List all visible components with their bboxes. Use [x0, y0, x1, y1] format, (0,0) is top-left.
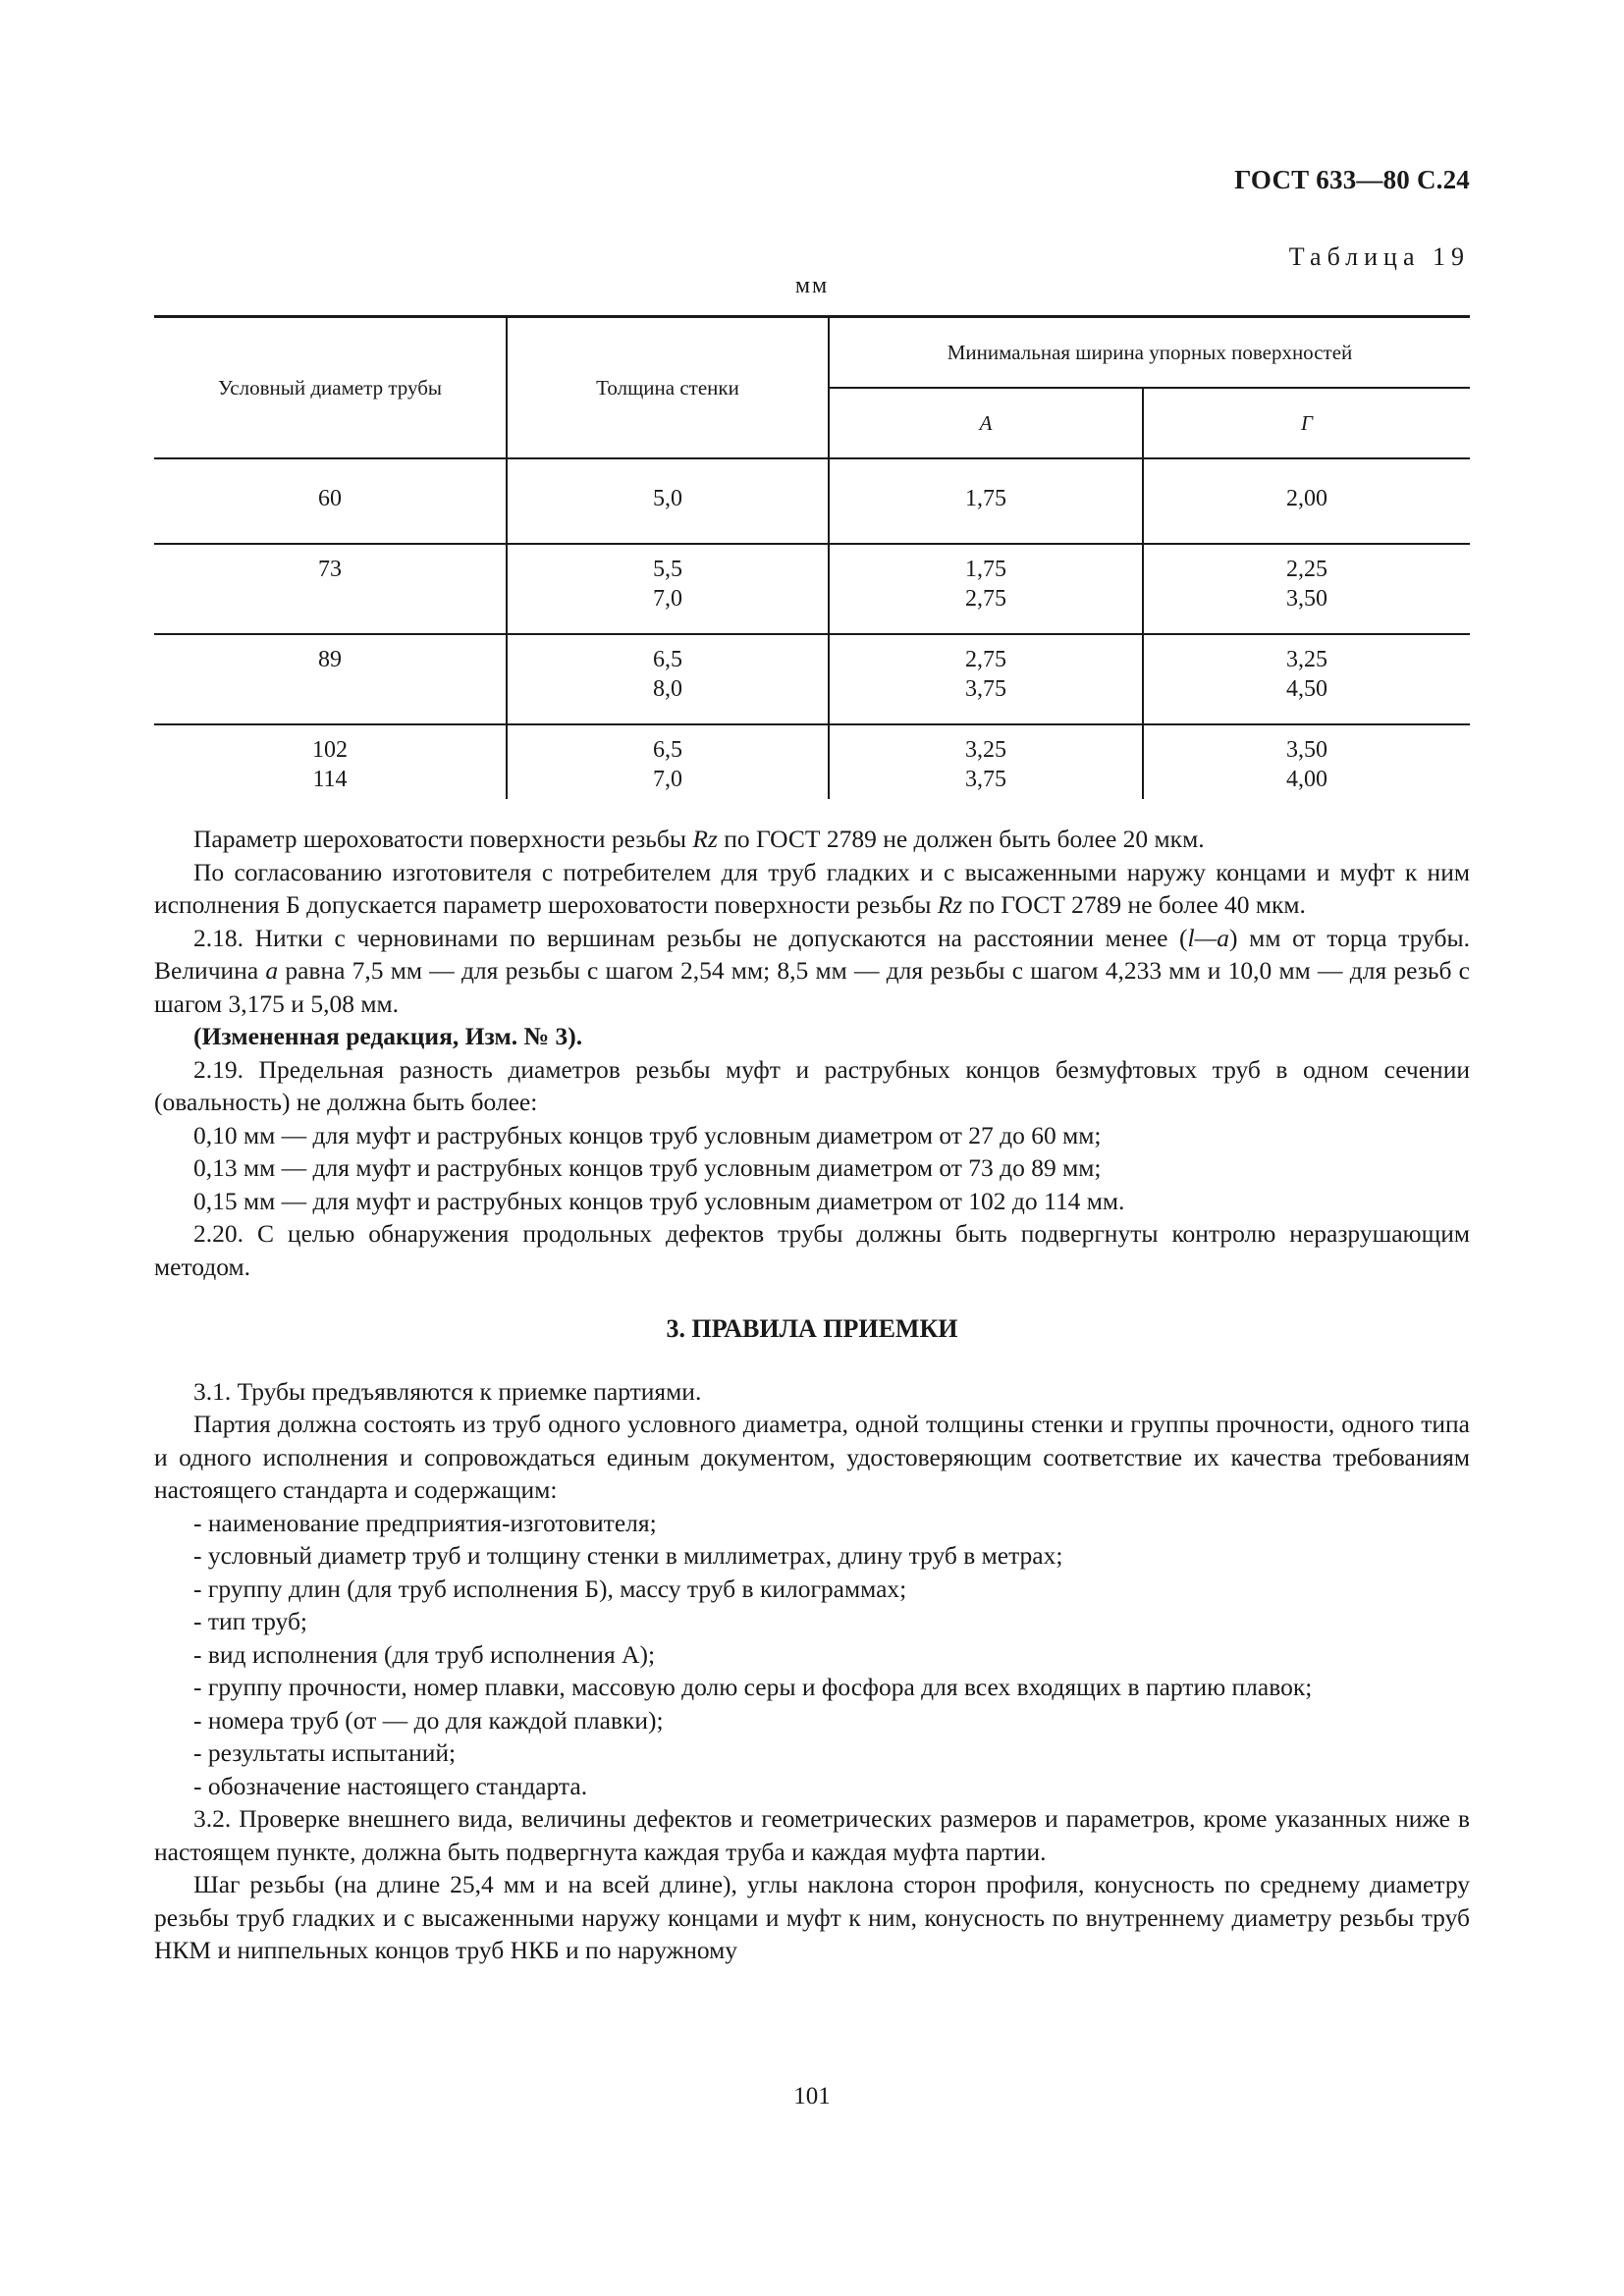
cell-value: 4,00 [1286, 767, 1327, 792]
paragraph-ovality-2: 0,13 мм — для муфт и раструбных концов труб условным диаметром от 73 до 89 мм; [193, 1153, 1102, 1182]
section-title: 3. ПРАВИЛА ПРИЕМКИ [666, 1314, 958, 1343]
col-header-g: Г [1143, 388, 1470, 458]
cell-a [829, 724, 1143, 799]
cell-a [829, 544, 1143, 634]
paragraph-2-19: 2.19. Предельная разность диаметров резьбы муфт и раструбных концов безмуфтовых труб в одном сечении (овальность) не должна быть более: [154, 1054, 1470, 1116]
col-header-a: А [829, 388, 1143, 458]
cell-value: 89 [318, 647, 342, 672]
list-item: - вид исполнения (для труб исполнения А); [193, 1639, 656, 1669]
cell-value: 8,0 [653, 676, 682, 702]
body-text [154, 823, 1470, 1967]
cell-value: 3,25 [1286, 647, 1327, 672]
text-span: 2.18. Нитки с черновинами по вершинам резьбы не допускаются на расстоянии менее ( [193, 923, 1188, 952]
cell-value: 1,75 [965, 486, 1006, 511]
l-a-symbol: l—a [1187, 923, 1230, 952]
col-header-wall: Толщина стенки [507, 317, 829, 459]
paragraph-ovality-3: 0,15 мм — для муфт и раструбных концов труб условным диаметром от 102 до 114 мм. [193, 1186, 1125, 1215]
cell-value: 5,5 [653, 557, 682, 582]
list-item: - группу прочности, номер плавки, массовую долю серы и фосфора для всех входящих в партию плавок; [193, 1673, 1313, 1701]
list-item: - номера труб (от — до для каждой плавки); [193, 1705, 664, 1735]
cell-value: 2,25 [1286, 557, 1327, 582]
cell-value: 1,75 [965, 557, 1006, 582]
cell-value: 60 [318, 486, 342, 511]
page-number: 101 [793, 2083, 831, 2109]
text-span: равна 7,5 мм — для резьбы с шагом 2,54 мм; 8,5 мм — для резьбы с шагом 4,233 мм и 10,0 мм — для резьб с шагом 3,175 и 5,08 мм. [154, 956, 1470, 1018]
document-reference: ГОСТ 633—80 С.24 [1234, 165, 1470, 194]
cell-wall [507, 724, 829, 799]
cell-value: 4,50 [1286, 676, 1327, 702]
cell-diameter [154, 458, 507, 544]
cell-value: 6,5 [653, 737, 682, 763]
table-row [154, 724, 1470, 799]
unit-text: мм [794, 273, 830, 298]
paragraph-roughness [154, 823, 1470, 856]
paragraph-2-20: 2.20. С целью обнаружения продольных дефектов трубы должны быть подвергнуты контролю неразрушающим методом. [154, 1219, 1470, 1281]
text-span: по ГОСТ 2789 не должен быть более 20 мкм. [717, 825, 1205, 853]
cell-value: 3,75 [965, 767, 1006, 792]
paragraph-batch: Партия должна состоять из труб одного условного диаметра, одной толщины стенки и группы прочности, одного типа и одного исполнения и сопровождаться единым документом, удостоверяющим соответствие их качества требованиям настоящего стандарта и содержащим: [154, 1410, 1470, 1504]
table-unit [0, 273, 1624, 299]
a-symbol: a [265, 956, 279, 985]
text-span: По согласованию изготовителя с потребителем для труб гладких и с высаженными наружу концами и муфт к ним исполнения Б допускается параметр шероховатости поверхности резьбы [154, 857, 1470, 919]
table-row [154, 544, 1470, 634]
text-span: по ГОСТ 2789 не более 40 мкм. [962, 890, 1306, 919]
list-item: - условный диаметр труб и толщину стенки в миллиметрах, длину труб в метрах; [193, 1541, 1063, 1570]
cell-value: 73 [318, 557, 342, 582]
cell-value: 3,75 [965, 676, 1006, 702]
col-header-diameter: Условный диаметр трубы [154, 317, 507, 459]
list-item: - группу длин (для труб исполнения Б), массу труб в килограммах; [193, 1574, 907, 1603]
col-header-min-width: Минимальная ширина упорных поверхностей [829, 317, 1470, 389]
list-item: - обозначение настоящего стандарта. [193, 1771, 588, 1800]
cell-g [1143, 458, 1470, 544]
cell-value: 2,75 [965, 586, 1006, 612]
paragraph-3-2: 3.2. Проверке внешнего вида, величины дефектов и геометрических размеров и параметров, кроме указанных ниже в настоящем пункте, должна быть подвергнута каждая труба и каждая муфта партии. [154, 1804, 1470, 1866]
list-item: - наименование предприятия-изготовителя; [193, 1508, 657, 1537]
cell-value: 114 [312, 767, 348, 792]
list-item: - результаты испытаний; [193, 1738, 457, 1767]
text-span: ) мм от торца трубы. Величина [154, 923, 1470, 985]
cell-wall [507, 458, 829, 544]
cell-wall [507, 634, 829, 724]
table-label: Таблица 19 [1288, 242, 1470, 271]
paragraph-ovality-1: 0,10 мм — для муфт и раструбных концов труб условным диаметром от 27 до 60 мм; [193, 1120, 1102, 1149]
table-19 [154, 315, 1470, 799]
rz-symbol: Rz [692, 825, 718, 853]
table-body [154, 458, 1470, 799]
table-row [154, 458, 1470, 544]
cell-value: 2,00 [1286, 486, 1327, 511]
cell-diameter [154, 634, 507, 724]
cell-value: 7,0 [653, 586, 682, 612]
list-item: - тип труб; [193, 1607, 308, 1635]
cell-value: 5,0 [653, 486, 682, 511]
cell-g [1143, 634, 1470, 724]
cell-diameter [154, 544, 507, 634]
cell-diameter [154, 724, 507, 799]
rz-symbol: Rz [937, 890, 963, 919]
text-span: Параметр шероховатости поверхности резьбы [193, 825, 693, 853]
cell-value: 3,25 [965, 737, 1006, 763]
cell-wall [507, 544, 829, 634]
paragraph-agreement [154, 856, 1470, 922]
cell-value: 3,50 [1286, 586, 1327, 612]
paragraph-thread-pitch: Шаг резьбы (на длине 25,4 мм и на всей длине), углы наклона сторон профиля, конусность по среднему диаметру резьбы труб гладких и с высаженными наружу концами и муфт к ним, конусность по внутреннему диаметру резьбы труб НКМ и ниппельных концов труб НКБ и по наружному [154, 1870, 1470, 1964]
cell-a [829, 458, 1143, 544]
cell-value: 3,50 [1286, 737, 1327, 763]
cell-value: 7,0 [653, 767, 682, 792]
cell-g [1143, 724, 1470, 799]
cell-a [829, 634, 1143, 724]
table-row [154, 634, 1470, 724]
amendment-note: (Измененная редакция, Изм. № 3). [193, 1022, 583, 1050]
cell-value: 102 [312, 737, 348, 763]
paragraph-2-18 [154, 922, 1470, 1021]
cell-g [1143, 544, 1470, 634]
cell-value: 6,5 [653, 647, 682, 672]
paragraph-3-1: 3.1. Трубы предъявляются к приемке партиями. [193, 1376, 702, 1406]
cell-value: 2,75 [965, 647, 1006, 672]
